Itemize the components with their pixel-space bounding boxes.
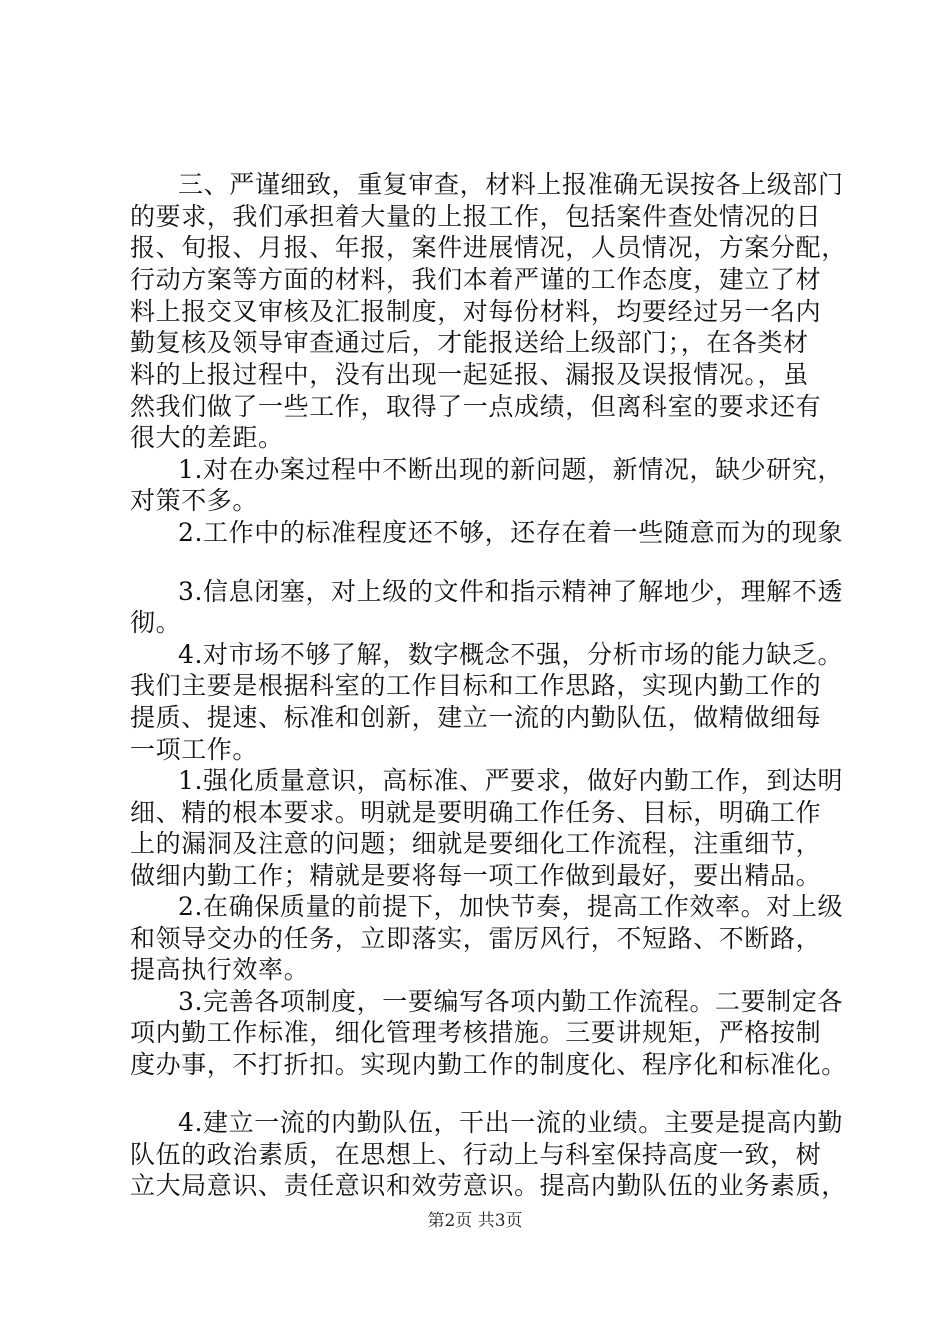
text-line: 4.对市场不够了解，数字概念不强，分析市场的能力缺乏。 (178, 640, 844, 669)
text-line: 行动方案等方面的材料，我们本着严谨的工作态度，建立了材 (130, 265, 822, 294)
text-line: 做细内勤工作；精就是要将每一项工作做到最好，要出精品。 (130, 861, 822, 890)
text-line: 彻。 (130, 608, 182, 637)
text-line: 3.完善各项制度，一要编写各项内勤工作流程。二要制定各 (178, 987, 844, 1016)
text-line: 3.信息闭塞，对上级的文件和指示精神了解地少，理解不透 (178, 577, 844, 606)
text-line: 很大的差距。 (130, 423, 284, 452)
text-line: 报、旬报、月报、年报，案件进展情况，人员情况，方案分配， (130, 233, 847, 262)
text-line: 料上报交叉审核及汇报制度，对每份材料，均要经过另一名内 (130, 297, 822, 326)
text-line: 项内勤工作标准，细化管理考核措施。三要讲规矩，严格按制 (130, 1018, 822, 1047)
text-line: 对策不多。 (130, 486, 259, 515)
page-number-footer: 第2页 共3页 (427, 1211, 523, 1231)
text-line: 的要求，我们承担着大量的上报工作，包括案件查处情况的日 (130, 202, 822, 231)
text-line: 1.强化质量意识，高标准、严要求，做好内勤工作，到达明 (178, 766, 844, 795)
text-line: 然我们做了一些工作，取得了一点成绩，但离科室的要求还有 (130, 392, 822, 421)
text-line: 和领导交办的任务，立即落实，雷厉风行，不短路、不断路， (130, 924, 822, 953)
text-line: 提质、提速、标准和创新，建立一流的内勤队伍，做精做细每 (130, 703, 822, 732)
text-line: 1.对在办案过程中不断出现的新问题，新情况，缺少研究， (178, 455, 844, 484)
text-line: 4.建立一流的内勤队伍，干出一流的业绩。主要是提高内勤 (178, 1108, 844, 1137)
text-line: 2.在确保质量的前提下，加快节奏，提高工作效率。对上级 (178, 892, 844, 921)
text-line: 料的上报过程中，没有出现一起延报、漏报及误报情况。，虽 (130, 360, 809, 389)
text-line: 勤复核及领导审查通过后，才能报送给上级部门；，在各类材 (130, 328, 809, 357)
text-line: 队伍的政治素质，在思想上、行动上与科室保持高度一致，树 (130, 1140, 822, 1169)
text-line: 上的漏洞及注意的问题；细就是要细化工作流程，注重细节， (130, 829, 822, 858)
text-line: 度办事，不打折扣。实现内勤工作的制度化、程序化和标准化。 (130, 1050, 847, 1079)
text-line: 一项工作。 (130, 735, 259, 764)
text-line: 三、严谨细致，重复审查，材料上报准确无误按各上级部门 (178, 170, 844, 199)
text-line: 细、精的根本要求。明就是要明确工作任务、目标，明确工作 (130, 798, 822, 827)
text-line: 提高执行效率。 (130, 955, 310, 984)
text-line: 立大局意识、责任意识和效劳意识。提高内勤队伍的业务素质， (130, 1171, 847, 1200)
text-line: 我们主要是根据科室的工作目标和工作思路，实现内勤工作的 (130, 671, 822, 700)
text-line: 2.工作中的标准程度还不够，还存在着一些随意而为的现象 (178, 518, 844, 547)
